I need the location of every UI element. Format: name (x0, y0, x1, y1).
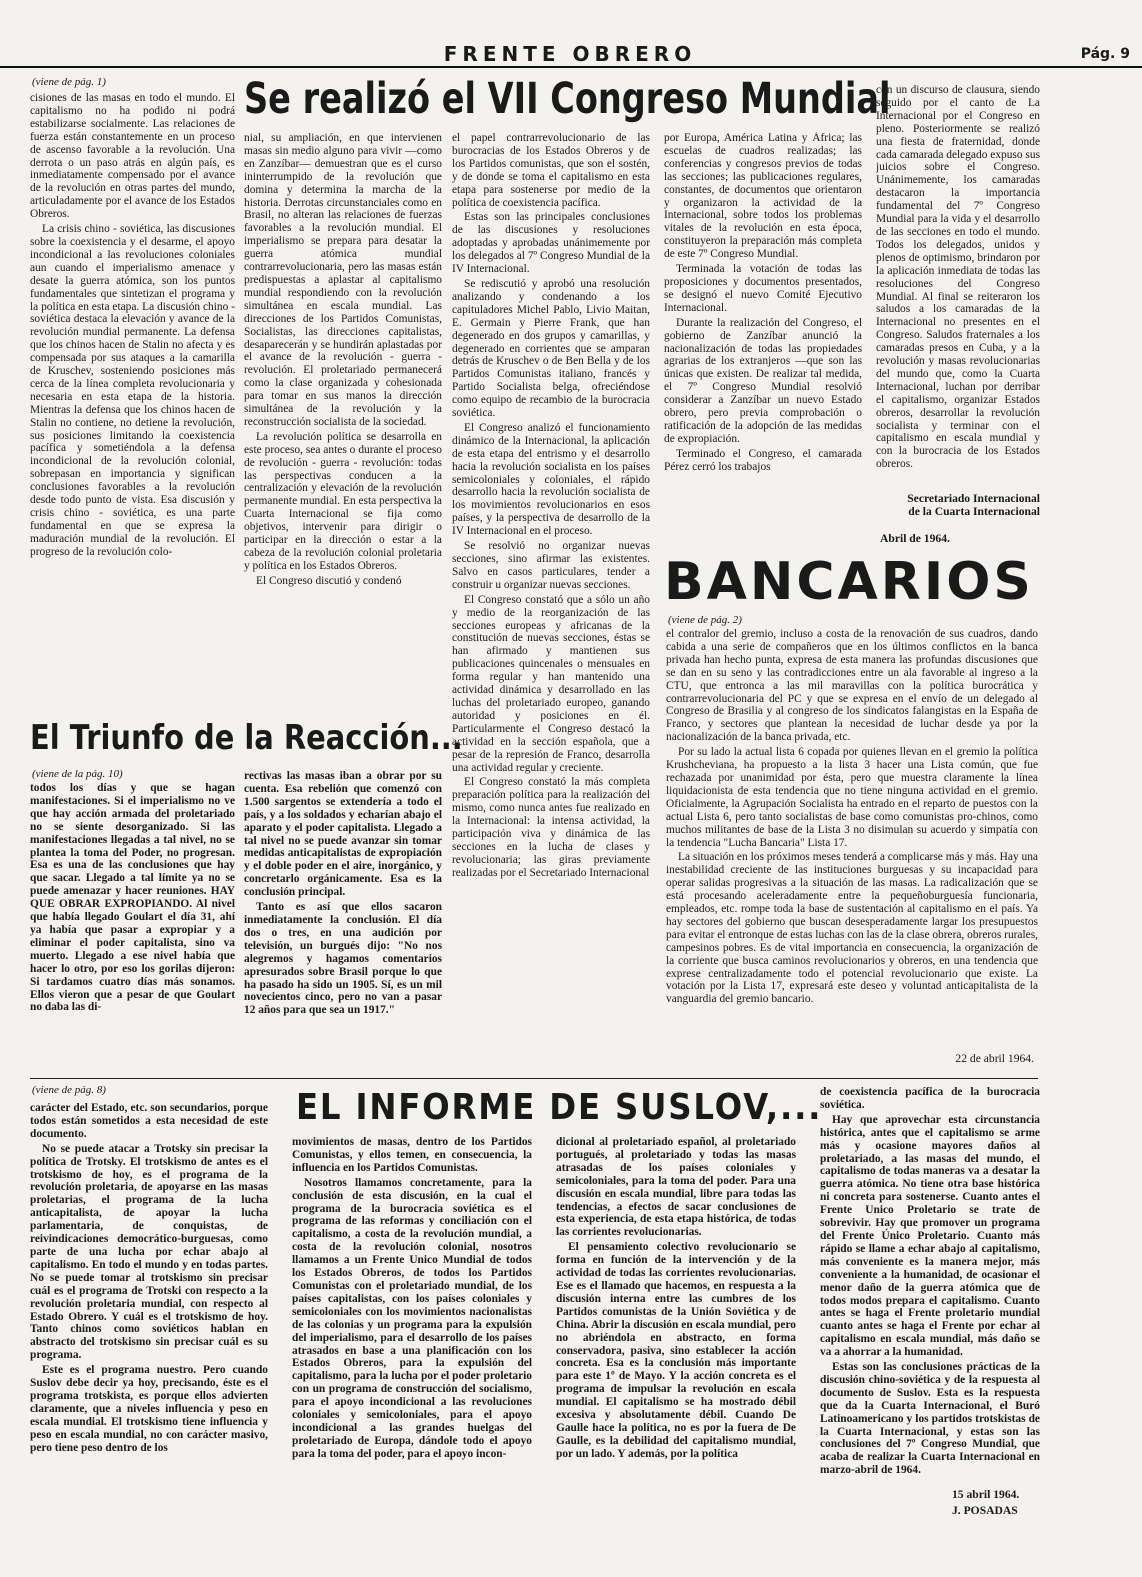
paragraph: Hay que aprovechar esta circunstancia histórica, antes que el capitalismo se arme más y ocasione mayores daños al proletariado, a las masas del mundo, el capitalismo de todas maneras va a desatar la guerra atómica. No tiene otra base histórica ni concreta para sostenerse. Cuanto antes el Frente Unico Proletario se trate de sobrevivir. Hay que promover un programa del Frente Único Proletario. Cuanto más rápido se llame a echar abajo al capitalismo, más conveniente es la manera mejor, más conveniente a la humanidad, de ocasionar el menor daño de la guerra atómica que de todos modos prepara el capitalismo. Cuanto antes se haga el Frente proletario mundial cuanto antes se haga el Frente por echar al capitalismo en escala mundial, más daño se va a ahorrar a la humanidad. (820, 1113, 1040, 1359)
congreso-col-1 (30, 92, 235, 706)
suslov-col-4 (820, 1086, 1040, 1484)
suslov-col-2 (292, 1136, 532, 1542)
paragraph: el contralor del gremio, incluso a costa de la renovación de sus cuadros, dando cabida a una serie de compañeros que en los últimos conflictos en la banca privada han hecho punta, expresa de esta manera las profundas discusiones que se dan en su seno y las contradicciones entre un ala favorable al ingreso a la CTU, que entronca a las mil maravillas con la política burocrática y contrarrevolucionaria del PC y que se expresa en el envío de un delegado al Congreso de Brasilia y al congreso de los sindicatos falangistas en la España de Franco, y sectores que plantean la necesidad de luchar desde ya por la nacionalización de la banca privada, etc. (666, 628, 1038, 744)
triunfo-col-1 (30, 782, 235, 1074)
paragraph: El pensamiento colectivo revolucionario se forma en función de la intervención y de la actividad de todas las corrientes revolucionarias. Ese es el llamado que hacemos, en respuesta a la discusión interna entre las cumbres de los Partidos comunistas de la Unión Soviética y de China. Abrir la discusión en escala mundial, pero no abriéndola en abstracto, en forma conservadora, pasiva, sino establecer la acción concreta. Esa es la conclusión más importante para este 1º de Mayo. Y la acción concreta es el programa de impulsar la revolución en escala mundial. El capitalismo se ha mostrado débil excesiva y absolutamente débil. Cuando De Gaulle hace la política, no es por la fuera de De Gaulle, es la debilidad del capitalismo mundial, por un lado. Y además, por la política (556, 1241, 796, 1460)
paragraph: La crisis chino - soviética, las discusiones sobre la coexistencia y el desarme, el apoyo incondicional a las revoluciones coloniales aun cuando el imperialismo amenace y desate la guerra atómica, son los puntos fundamentales que sintetizan el programa y la política en esta etapa. La discusión chino - soviética destaca la elevación y avance de la revolución mundial permanente. La defensa que los chinos hacen de Stalin no afecta y es compensada por sus ataques a la camarilla de Kruschev, sosteniendo posiciones más cerca de la línea completa revolucionaria y necesaria en esta etapa de la historia. Mientras la defensa que los chinos hacen de Stalin no contiene, no detiene la revolución, sus posiciones limitando la coexistencia pacífica y sometiéndola a la defensa incondicional de la revolución colonial, sobrepasan en importancia y significan conclusiones favorables a la revolución desde todo punto de vista. Esa discusión y crisis chino - soviética, es una parte fundamental en que se expresa la maduración mundial de la revolución. El progreso de la revolución colo- (30, 223, 235, 558)
paragraph: por Europa, América Latina y África; las escuelas de cuadros realizadas; las conferencias y congresos previos de todas las secciones; las publicaciones regulares, constantes, de documentos que orientaron y organizaron la actividad de la Internacional, sobre todos los problemas vitales de la revolución en esta época, constituyeron la preparación más completa de este 7º Congreso Mundial. (664, 132, 862, 261)
paragraph: carácter del Estado, etc. son secundarios, porque todos están sometidos a esta necesidad de este documento. (30, 1102, 268, 1140)
suslov-headline: EL INFORME DE SUSLOV,... (296, 1087, 823, 1128)
bancarios-date: 22 de abril 1964. (955, 1052, 1034, 1065)
paragraph: Por su lado la actual lista 6 copada por quienes llevan en el gremio la política Krushcheviana, ha propuesto a la lista 3 hacer una Lista común, que fue rechazada por unanimidad por ésta, pero que muestra claramente la línea liquidacionista de esta tendencia que no tiene ninguna actividad en el gremio. Oficialmente, la Agrupación Socialista ha entrado en el reparto de puestos con la actual Lista 6, pero tanto socialistas de base como comunistas pro-chinos, como muchos militantes de base de la Lista 3 no disimulan su acuerdo y simpatía con la tendencia "Lucha Bancaria" Lista 17. (666, 746, 1038, 849)
congreso-col-5 (876, 84, 1040, 482)
congreso-col-4 (664, 132, 862, 546)
paragraph: No se puede atacar a Trotsky sin precisar la política de Trotsky. El trotskismo de antes es el trotskismo de hoy, es el programa de la revolución proletaria, de apoyarse en las masas proletarias, el programa de la lucha anticapitalista, de apoyar la lucha parlamentaria, de conquistas, de reivindicaciones democrático-burguesas, como parte de una lucha por echar abajo al capitalismo. En todo el mundo y en todas partes. No se puede tomar al trotskismo sin precisar cuál es el programa de Trotski con respecto a la revolución proletaria mundial, con respecto al Estado Obrero. Y cuál es el trotskismo de hoy. Tanto chinos como soviéticos hablan en abstracto del trotskismo sin precisar cuál es su programa. (30, 1142, 268, 1362)
congreso-col-2 (244, 132, 442, 706)
paragraph: Se resolvió no organizar nuevas secciones, sino afirmar las existentes. Salvo en casos particulares, tender a construir u organizar nuevas secciones. (452, 540, 650, 591)
bancarios-viene: (viene de pág. 2) (668, 614, 742, 626)
paragraph: Tanto es así que ellos sacaron inmediatamente la conclusión. El día dos o tres, en una audición por televisión, un burgués dijo: "No nos alegremos y hagamos comentarios apresurados sobre Brasil porque lo que ha pasado ha sido un 1905. Sí, es un mil novecientos cinco, pero no van a pasar 12 años para que sea un 1917." (244, 901, 442, 1017)
congreso-signature (876, 492, 1040, 518)
page-number: Pág. 9 (1080, 46, 1130, 62)
congreso-date: Abril de 1964. (880, 532, 950, 545)
paragraph: El Congreso discutió y condenó (256, 574, 402, 587)
paragraph: Se rediscutió y aprobó una resolución analizando y condenando a los capituladores Michel Pablo, Livio Maitan, E. Germain y Pierre Frank, que han degenerado en dos grupos y camarillas, y degenerado en corrientes que se amparan detrás de Kruschev o de Ben Bella y de los Partidos Comunistas italiano, francés y Partido Socialista belga, ofreciéndose como equipo de recambio de la burocracia soviética. (452, 277, 650, 420)
paragraph: Durante la realización del Congreso, el gobierno de Zanzíbar anunció la nacionalización de todas las propiedades agrarias de los extranjeros —que son las únicas que existen. De realizar tal medida, el 7º Congreso Mundial resolvió considerar a Zanzíbar un nuevo Estado obrero, pero previa comprobación o ratificación de la adopción de las medidas de expropiación. (664, 316, 862, 445)
paragraph: Estas son las principales conclusiones de las discusiones y resoluciones adoptadas y aprobadas unánimemente por los delegados al 7º Congreso Mundial de la IV Internacional. (452, 211, 650, 276)
bancarios-body (666, 628, 1038, 1052)
paragraph: El Congreso constató la más completa preparación política para la realización del mismo, como nunca antes fue realizado en la Internacional: la intensa actividad, la participación viva y dinámica de las secciones en la lucha de clases y revolucionaria; las giras previamente realizadas por el Secretariado Internacional (452, 776, 650, 879)
paragraph: rectivas las masas iban a obrar por su cuenta. Esa rebelión que comenzó con 1.500 sargentos se extendería a todo el país, y a los soldados y echarían abajo el aparato y el poder capitalista. Llegado a tal nivel no se puede avanzar sin tomar medidas anticapitalistas de expropiación y el doble poder en el aire, inorgánico, y concretarlo orgánicamente. Esa es la conclusión principal. (244, 770, 442, 899)
signature-line: de la Cuarta Internacional (908, 505, 1040, 518)
paragraph: Terminado el Congreso, el camarada Pérez cerró los trabajos (664, 447, 862, 473)
bancarios-headline: BANCARIOS (664, 552, 1034, 612)
triunfo-headline: El Triunfo de la Reacción... (30, 718, 463, 758)
paragraph: Nosotros llamamos concretamente, para la conclusión de esta discusión, en la cual el programa de la burocracia soviética es el programa de las reformas y conciliación con el capitalismo, a costa de la revolución mundial, a costa de la revolución colonial, nosotros llamamos a un Frente Unico Mundial de todos los Estados Obreros, de todos los Partidos Comunistas con el proletariado mundial, de los países capitalistas, con los países coloniales y semicoloniales con los movimientos nacionalistas de las colonias y un programa para la expulsión del imperialismo, para el desarrollo de los países atrasados en base a una planificación con los Estados Obreros, para la expulsión del capitalismo, para la lucha por el poder proletario con un programa de construcción del socialismo, para el apoyo incondicional a las revoluciones coloniales y semicoloniales, para el apoyo incondicional a las grandes huelgas del proletariado de Europa, dándole todo el apoyo para la toma del poder, para el apoyo incon- (292, 1176, 532, 1460)
paragraph: todos los días y que se hagan manifestaciones. Si el imperialismo no ve que hay acción armada del proletariado no se siente desorganizado. Si las manifestaciones llegadas a tal nivel, no se plantea la toma del Poder, no progresan. Esa es una de las conclusiones que hay que sacar. Llegado a tal límite ya no se puede amenazar y hacer reuniones. HAY QUE OBRAR EXPROPIANDO. Al nivel que había llegado Goulart el día 31, ahí ya había que pasar a expropiar y a eliminar el poder capitalista, sino va muerto. Llegado a ese nivel había que hacer lo otro, por eso los gorilas dijeron: Si tardamos cuatro días más sonamos. Ellos vieron que a pesar de que Goulart no daba las di- (30, 782, 235, 1014)
triunfo-viene: (viene de la pág. 10) (32, 768, 123, 780)
paragraph: el papel contrarrevolucionario de las burocracias de los Estados Obreros y de los Partidos comunistas, que son el sostén, y de donde se toma el capitalismo en esta etapa para sostenerse por medio de la política de coexistencia pacífica. (452, 132, 650, 209)
paragraph: movimientos de masas, dentro de los Partidos Comunistas, y ellos temen, en consecuencia, la influencia en los Partidos Comunistas. (292, 1136, 532, 1174)
congreso-viene: (viene de pág. 1) (32, 76, 106, 88)
suslov-col-3 (556, 1136, 796, 1542)
paragraph: con un discurso de clausura, siendo seguido por el canto de La Internacional por el Congreso en pleno. Posteriormente se realizó una fiesta de fraternidad, donde cada camarada delegado expuso sus juicios sobre el Congreso. Unánimemente, los camaradas destacaron la importancia fundamental del 7º Congreso Mundial para la vida y el desarrollo de las secciones en todo el mundo. Todos los delegados, unidos y plenos de optimismo, brindaron por la aplicación inmediata de todas las resoluciones del Congreso Mundial. Al final se reiteraron los saludos a los camaradas de la Internacional no presentes en el Congreso. Saludos fraternales a los camaradas presos en Cuba, y a la revolución y masas revolucionarias del mundo que, como la Cuarta Internacional, luchan por derribar el capitalismo, organizar Estados obreros, desarrollar la revolución socialista y terminar con el capitalismo en escala mundial y con la burocracia de los Estados obreros. (876, 84, 1040, 471)
suslov-viene: (viene de pág. 8) (32, 1084, 106, 1096)
suslov-col-1 (30, 1102, 268, 1542)
paragraph: dicional al proletariado español, al proletariado portugués, al proletariado y todas las masas atrasadas de los países coloniales y semicoloniales, para la toma del poder. Para una discusión en escala mundial, libre para todas las tendencias, a efectos de sacar conclusiones de esta experiencia, de esta etapa histórica, de todas las corrientes revolucionarias. (556, 1136, 796, 1239)
congreso-headline: Se realizó el VII Congreso Mundial (244, 74, 891, 124)
triunfo-col-2 (244, 770, 442, 1074)
suslov-author: J. POSADAS (952, 1504, 1018, 1517)
section-divider (30, 1078, 1038, 1079)
paragraph: de coexistencia pacífica de la burocracia soviética. (820, 1086, 1040, 1111)
signature-line: Secretariado Internacional (907, 492, 1040, 505)
paragraph: cisiones de las masas en todo el mundo. El capitalismo no ha podido ni podrá estabilizarse socialmente. Las relaciones de fuerza están constantemente en un proceso de ascenso favorable a la revolución. Una derrota o un paso atrás en algún país, es inmediatamente compensado por el avance de la revolución en otras partes del mundo, articuladamente por el avance de los Estados Obreros. (30, 92, 235, 221)
paragraph: El Congreso analizó el funcionamiento dinámico de la Internacional, la aplicación de esta etapa del entrismo y el desarrollo hacia la revolución socialista en los países semicoloniales y coloniales, el rápido desarrollo hacia la revolución socialista de los movimientos revolucionarios en esos países, y la perspectiva de desarrollo de la IV Internacional en el proceso. (452, 421, 650, 538)
paragraph: Este es el programa nuestro. Pero cuando Suslov debe decir ya hoy, precisando, éste es el programa trotskista, es porque ellos advierten claramente, que a niveles influencia y peso en escala mundial. El trotskismo tiene influencia y peso en escala mundial, no con carácter masivo, pero tiene peso dentro de los (30, 1364, 268, 1454)
congreso-col-3 (452, 132, 650, 1070)
paragraph: El Congreso constató que a sólo un año y medio de la reorganización de las secciones europeas y africanas de la constitución de nuevas secciones, éstas se han afirmado y mantienen sus publicaciones quincenales o mensuales en forma regular y han mantenido una actividad dinámica y desarrollado en las luchas del proletariado europeo, ganando autoridad y posiciones en él. Particularmente el Congreso destacó la actividad en la sección española, que a pesar de la represión de Franco, desarrolla una actividad regular y creciente. (452, 593, 650, 774)
paragraph: Estas son las conclusiones prácticas de la discusión chino-soviética y de la respuesta al documento de Suslov. Esta es la respuesta que da la Cuarta Internacional, el Buró Latinoamericano y los partidos trotskistas de la Cuarta Internacional, y estas son las conclusiones del 7º Congreso Mundial, que acaba de realizar la Cuarta Internacional en marzo-abril de 1964. (820, 1361, 1040, 1477)
paragraph: La situación en los próximos meses tenderá a complicarse más y más. Hay una inestabilidad creciente de las instituciones burguesas y su incapacidad para operar salidas progresivas a la situación de las masas. La radicalización que se está procesando aceleradamente entre la pequeñoburguesía funcionaria, empleados, etc. rompe toda la base de sustentación al capitalismo en el país. Ya hay sectores del gobierno que buscan desesperadamente largar los presupuestos para evitar el entronque de estas luchas con las de la clase obrera, obreros rurales, campesinos pobres. Es de vital importancia en consecuencia, la organización de la corriente que busca caminos revolucionarios y obreros, en una tendencia que exprese centralizadamente todo el potencial revolucionario que existe. La votación por la Lista 17, expresará este deseo y voluntad anticapitalista de la vanguardia del gremio bancario. (666, 851, 1038, 1006)
paragraph: La revolución política se desarrolla en este proceso, sea antes o durante el proceso de revolución - guerra - revolución: todas las perspectivas conducen a la centralización y elevación de la revolución permanente mundial. En esta perspectiva la Cuarta Internacional se fija como objetivos, intervenir para dirigir o participar en la dirección o estar a la cabeza de la revolución colonial proletaria y política en los Estados Obreros. (244, 430, 442, 572)
paragraph: nial, su ampliación, en que intervienen masas sin medio alguno para vivir —como en Zanzíbar— demuestran que es el curso ininterrumpido de la revolución que domina y determina la marcha de la historia. Derrotas circunstanciales como en Brasil, no alteran las relaciones de fuerzas favorables a la revolución mundial. El imperialismo se prepara para desatar la guerra atómica mundial contrarrevolucionaria, pero las masas están predispuestas a aplastar al capitalismo mundial respondiendo con la revolución simultánea en escala mundial. Las direcciones de los Partidos Comunistas, Socialistas, las direcciones capitalistas, desaparecerán y se hundirán aplastadas por el avance de la revolución - guerra - revolución. El proletariado permanecerá como la clase organizada y cohesionada para tomar en sus manos la dirección simultánea de la revolución y la reconstrucción socialista de la sociedad. (244, 132, 442, 428)
newspaper-name: FRENTE OBRERO (443, 42, 697, 66)
suslov-date: 15 abril 1964. (952, 1488, 1020, 1501)
paragraph: Terminada la votación de todas las proposiciones y documentos presentados, se designó el nuevo Comité Ejecutivo Internacional. (664, 263, 862, 314)
